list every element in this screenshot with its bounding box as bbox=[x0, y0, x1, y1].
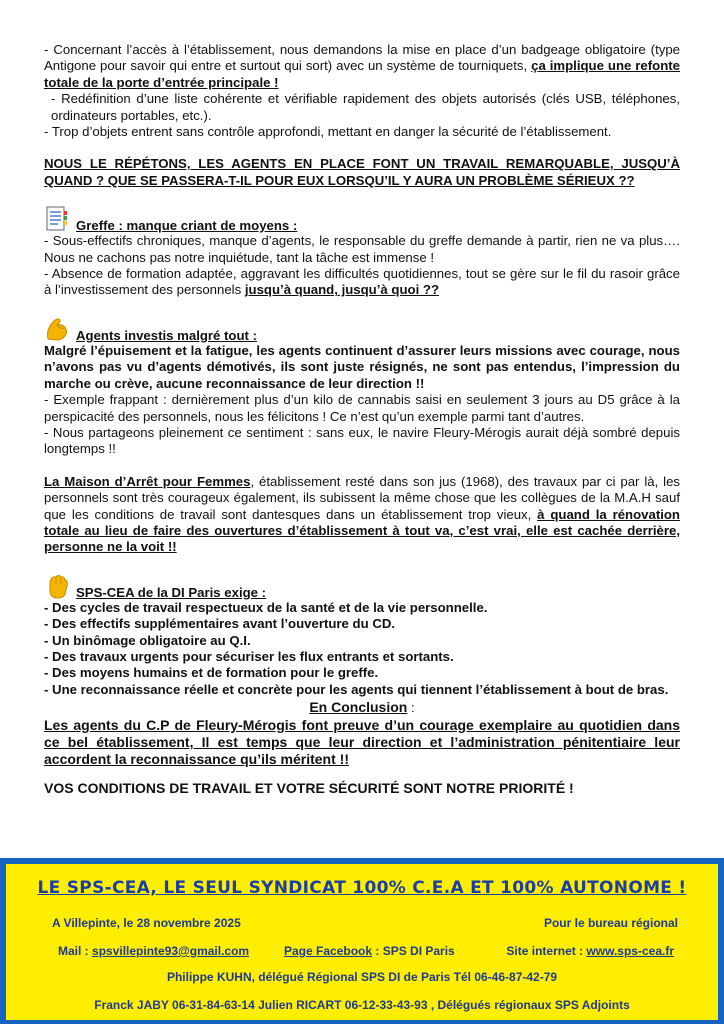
document-icon bbox=[44, 205, 70, 233]
greffe-heading bbox=[44, 205, 680, 233]
flexed-biceps-icon bbox=[44, 315, 70, 343]
warning-heading: NOUS LE RÉPÉTONS, LES AGENTS EN PLACE FONT UN TRAVAIL REMARQUABLE, JUSQU’À QUAND ? QUE SE PASSERA-T-IL POUR EUX LORSQU’IL Y AURA UN PROBLÈME SÉRIEUX ?? bbox=[44, 156, 680, 188]
footer-title: LE SPS-CEA, LE SEUL SYNDICAT 100% C.E.A ET 100% AUTONOME ! bbox=[37, 878, 687, 898]
porte-emphasis: ça implique une refonte totale de la porte d’entrée principale ! bbox=[44, 58, 680, 90]
conclusion-heading: En Conclusion : bbox=[309, 699, 415, 716]
conclusion-text: Les agents du C.P de Fleury-Mérogis font preuve d’un courage exemplaire au quotidien dans ce bel établissement, Il est temps que leur direction et l’administration pénitentiaire leur accordent la reconnaissance qu’ils méritent !! bbox=[44, 716, 680, 767]
maf-lead: La Maison d’Arrêt pour Femmes bbox=[44, 473, 251, 489]
objects-list-paragraph: - Redéfinition d’une liste cohérente et vérifiable rapidement des objets autorisés (clés USB, téléphones, ordinateurs portables, etc.). bbox=[51, 91, 680, 123]
priority-statement: VOS CONDITIONS DE TRAVAIL ET VOTRE SÉCURITÉ SONT NOTRE PRIORITÉ ! bbox=[44, 779, 574, 796]
bureau-label: Pour le bureau régional bbox=[543, 916, 678, 930]
demand-item: - Un binômage obligatoire au Q.I. bbox=[44, 632, 251, 648]
regional-delegate: Philippe KUHN, délégué Régional SPS DI de Paris Tél 06-46-87-42-79 bbox=[166, 970, 558, 984]
greffe-title: Greffe : manque criant de moyens : bbox=[76, 218, 298, 234]
objects-danger-paragraph: - Trop d’objets entrent sans contrôle approfondi, mettant en danger la sécurité de l’établissement. bbox=[44, 124, 612, 140]
demand-item: - Des moyens humains et de formation pour le greffe. bbox=[44, 665, 379, 681]
access-paragraph: - Concernant l’accès à l’établissement, nous demandons la mise en place d’un badgeage obligatoire (type Antigone pour savoir qui entre et surtout qui sort) avec un système de tourniquets, ça implique une refonte totale de la porte d’entrée principale ! bbox=[44, 42, 680, 90]
mail-line: Mail : spsvillepinte93@gmail.com bbox=[58, 944, 250, 958]
agents-title: Agents investis malgré tout : bbox=[76, 327, 257, 343]
demand-item: - Des effectifs supplémentaires avant l’ouverture du CD. bbox=[44, 616, 396, 632]
adjoint-delegates: Franck JABY 06-31-84-63-14 Julien RICART 06-12-33-43-93 , Délégués régionaux SPS Adjoints bbox=[94, 998, 630, 1012]
demands-list bbox=[44, 600, 680, 698]
agents-line-2: - Nous partageons pleinement ce sentiment : sans eux, le navire Fleury-Mérogis aurait déjà sombré depuis longtemps !! bbox=[44, 424, 680, 457]
exige-heading bbox=[44, 572, 680, 600]
footer-panel bbox=[6, 864, 718, 1020]
mail-link[interactable]: spsvillepinte93@gmail.com bbox=[92, 944, 250, 958]
demand-item: - Des cycles de travail respectueux de la santé et de la vie personnelle. bbox=[44, 599, 488, 615]
facebook-link[interactable]: Page Facebook bbox=[284, 944, 373, 958]
demand-item: - Une reconnaissance réelle et concrète pour les agents qui tiennent l’établissement à bout de bras. bbox=[44, 681, 669, 697]
maf-paragraph: La Maison d’Arrêt pour Femmes, établissement resté dans son jus (1968), des travaux par ci par là, les personnels sont très courageux également, ils subissent la même chose que les collègues de la M.A.H sauf que les conditions de travail sont dantesques dans un établissement trop vieux, à quand la rénovation totale au lieu de faire des ouvertures d’établissement à tout va, c’est vrai, elle est cachée derrière, personne ne la voit !! bbox=[44, 473, 681, 555]
place-date: A Villepinte, le 28 novembre 2025 bbox=[52, 916, 241, 930]
footer-banner bbox=[0, 858, 724, 1024]
greffe-line-2: - Absence de formation adaptée, aggravant les difficultés quotidiennes, tout se gère sur le fil du rasoir grâce à l’investissement des personnels jusqu’à quand, jusqu’à quoi ?? bbox=[44, 266, 680, 298]
demand-item: - Des travaux urgents pour sécuriser les flux entrants et sortants. bbox=[44, 648, 454, 664]
agents-bold-paragraph: Malgré l’épuisement et la fatigue, les agents continuent d’assurer leurs missions avec courage, nous n’avons pas vu d’agents démotivés, ils sont juste résignés, ne sont pas entendus, l’impression du marche ou crève, aucune reconnaissance de leur direction !! bbox=[44, 342, 680, 391]
maf-emphasis: à quand la rénovation totale au lieu de faire des ouvertures d’établissement à tout va, c’est vrai, elle est cachée derrière, personne ne la voit !! bbox=[44, 506, 680, 555]
website-line: Site internet : www.sps-cea.fr bbox=[506, 944, 674, 958]
website-link[interactable]: www.sps-cea.fr bbox=[586, 944, 674, 958]
raised-fist-icon bbox=[44, 572, 70, 600]
agents-heading bbox=[44, 315, 680, 343]
exige-title: SPS-CEA de la DI Paris exige : bbox=[76, 584, 267, 600]
facebook-line: Page Facebook : SPS DI Paris bbox=[284, 944, 455, 958]
greffe-emphasis: jusqu’à quand, jusqu’à quoi ?? bbox=[244, 282, 440, 298]
agents-line-1: - Exemple frappant : dernièrement plus d’un kilo de cannabis saisi en seulement 3 jours au D5 grâce à la perspicacité des personnels, nous les félicitons ! Ce n’est qu’un exemple parmi tant d’autres. bbox=[44, 392, 680, 424]
document-body bbox=[44, 42, 680, 796]
greffe-line-1: - Sous-effectifs chroniques, manque d’agents, le responsable du greffe demande à partir, rien ne va plus…. Nous ne cachons pas notre inquiétude, tant la tâche est immense ! bbox=[44, 233, 680, 265]
